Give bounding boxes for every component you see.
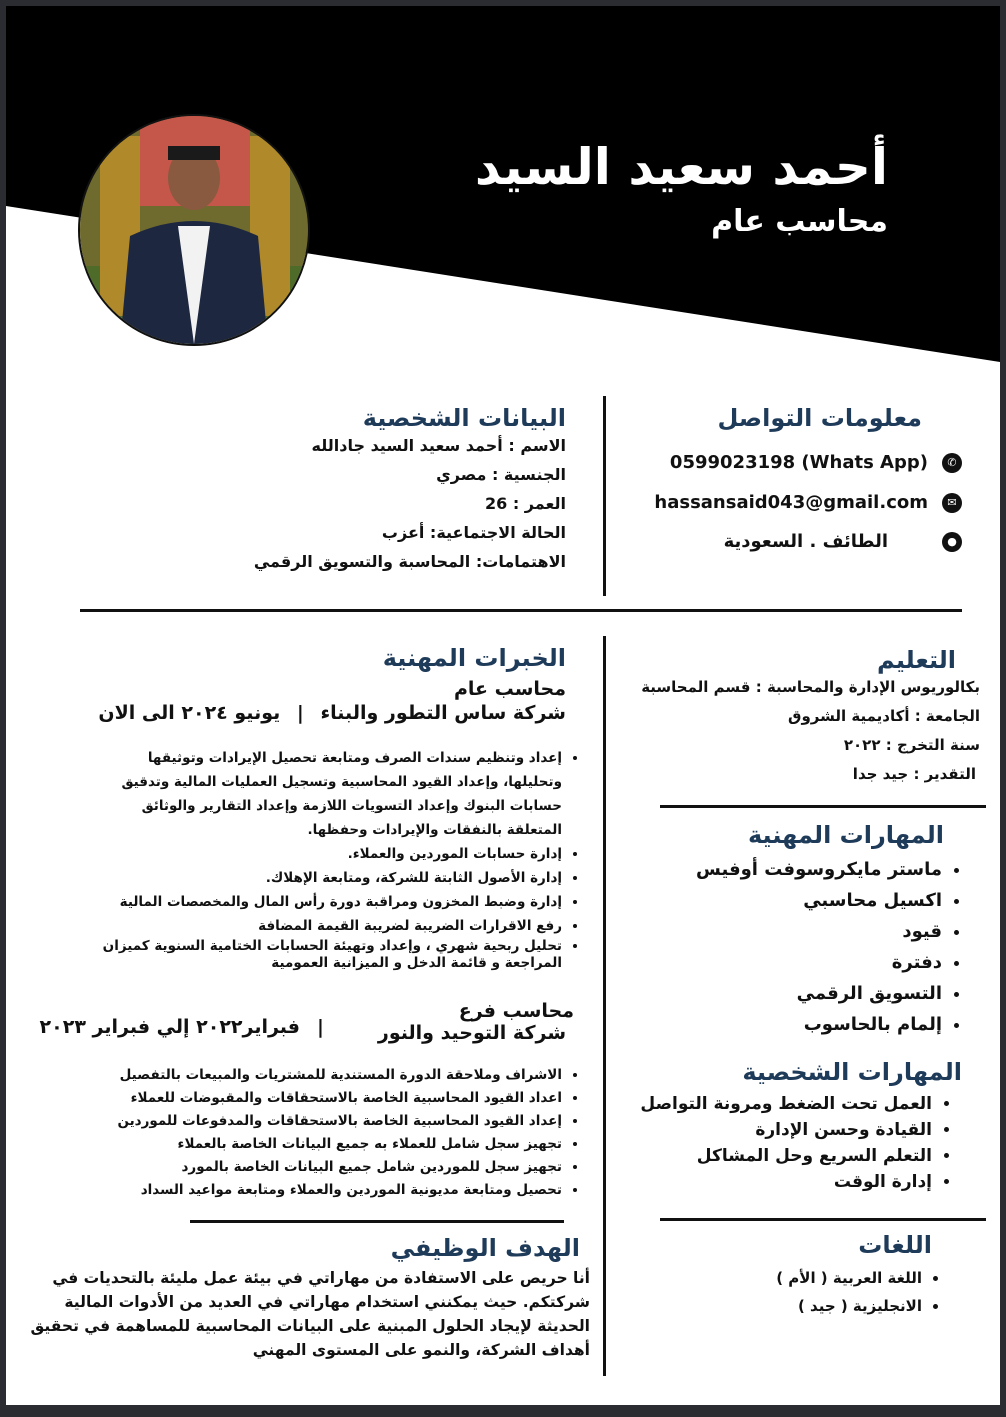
- job1-task-list: [96, 746, 580, 972]
- job1-separator: |: [296, 702, 304, 724]
- personal-age-line: العمر : 26: [484, 494, 566, 513]
- person-name: أحمد سعيد السيد: [474, 138, 888, 196]
- personal-heading: البيانات الشخصية: [362, 404, 566, 432]
- list-item: • العمل تحت الضغط ومرونة التواصل: [612, 1094, 932, 1120]
- job2-company: شركة التوحيد والنور: [377, 1022, 566, 1044]
- job1-period: يونيو ٢٠٢٤ الى الان: [98, 702, 281, 724]
- list-item: • الانجليزية ( جيد ): [702, 1297, 922, 1325]
- list-item: • تحصيل ومتابعة مديونية الموردين والعملاء ومتابعة مواعيد السداد: [82, 1179, 562, 1202]
- contact-email-row: [654, 492, 962, 513]
- personal-skills-list: [612, 1094, 950, 1198]
- list-item: • اعداد القيود المحاسبية الخاصة بالاستحقاقات والمقبوضات للعملاء: [82, 1087, 562, 1110]
- personal-status-line: الحالة الاجتماعية: أعزب: [381, 523, 566, 542]
- objective-text: أنا حريص على الاستفادة من مهاراتي في بيئة عمل مليئة بالتحديات في شركتكم. حيث يمكنني استخدام مهاراتي في العديد من الأدوات المالية الحديثة لإيجاد الحلول المبنية على البيانات المحاسبية للمساهمة في تحقيق أهداف الشركة، والنمو على المستوى المهني: [30, 1269, 590, 1359]
- education-graduation-year: سنة التخرج : ٢٠٢٢: [843, 736, 980, 754]
- contact-email[interactable]: hassansaid043@gmail.com: [654, 492, 928, 513]
- contact-location-row: [724, 531, 962, 552]
- contact-phone: 0599023198 (Whats App): [669, 452, 928, 473]
- list-item: • التعلم السريع وحل المشاكل: [612, 1146, 932, 1172]
- contact-phone-row: [670, 452, 962, 473]
- languages-list: [702, 1269, 940, 1325]
- list-item: • قيود: [642, 921, 942, 952]
- list-item: • التسويق الرقمي: [642, 983, 942, 1014]
- profile-photo: [78, 114, 310, 346]
- education-heading: التعليم: [877, 646, 956, 674]
- list-item: • تحليل ربحية شهري ، وإعداد وتهيئة الحسابات الختامية السنوية كميزان المراجعة و قائمة الدخل و الميزانية العمومية: [96, 938, 562, 972]
- job2-role: محاسب فرع: [458, 1000, 574, 1022]
- personal-name-line: الاسم : أحمد سعيد السيد جادالله: [311, 436, 566, 455]
- education-degree: بكالوريوس الإدارة والمحاسبة : قسم المحاسبة: [641, 678, 980, 696]
- contact-heading: معلومات التواصل: [717, 404, 922, 432]
- contact-location: الطائف . السعودية: [723, 531, 888, 552]
- professional-skills-list: [642, 859, 960, 1045]
- skills-divider: [660, 1218, 986, 1221]
- job2-period: فبراير٢٠٢٢ إلي فبراير ٢٠٢٣: [39, 1016, 300, 1038]
- mail-icon: ✉: [942, 493, 962, 513]
- resume-page: [6, 6, 1000, 1405]
- job2-separator: |: [317, 1016, 324, 1038]
- job1-company: شركة ساس التطور والبناء: [320, 702, 566, 724]
- experience-heading: الخبرات المهنية: [382, 644, 566, 672]
- list-item: • رفع الاقرارات الضريبة لضريبة القيمة المضافة: [96, 914, 562, 938]
- personal-nationality-line: الجنسية : مصري: [436, 465, 566, 484]
- personal-info-list: [206, 436, 566, 581]
- education-list: [595, 678, 980, 794]
- whatsapp-icon: ✆: [942, 453, 962, 473]
- list-item: • إدارة الوقت: [612, 1172, 932, 1198]
- list-item: • تجهيز سجل للموردين شامل جميع البيانات الخاصة بالمورد: [82, 1156, 562, 1179]
- job1-header: [86, 702, 566, 724]
- languages-heading: اللغات: [858, 1231, 932, 1259]
- job2-task-list: [82, 1064, 580, 1202]
- job1-role: محاسب عام: [453, 678, 566, 700]
- list-item: • تجهيز سجل شامل للعملاء به جميع البيانات الخاصة بالعملاء: [82, 1133, 562, 1156]
- list-item: • الاشراف وملاحقة الدورة المستندية للمشتريات والمبيعات بالتفصيل: [82, 1064, 562, 1087]
- education-university: الجامعة : أكاديمية الشروق: [788, 707, 980, 725]
- list-item: • اكسيل محاسبي: [642, 890, 942, 921]
- list-item: • إدارة الأصول الثابتة للشركة، ومتابعة الإهلاك.: [96, 866, 562, 890]
- top-column-divider: [603, 396, 606, 596]
- list-item: • اللغة العربية ( الأم ): [702, 1269, 922, 1297]
- personal-skills-heading: المهارات الشخصية: [742, 1058, 962, 1086]
- professional-skills-heading: المهارات المهنية: [747, 821, 944, 849]
- experience-divider: [190, 1220, 564, 1223]
- list-item: • إلمام بالحاسوب: [642, 1014, 942, 1045]
- list-item: • دفترة: [642, 952, 942, 983]
- objective-heading: الهدف الوظيفي: [390, 1234, 580, 1262]
- education-divider: [660, 805, 986, 808]
- education-grade: التقدير : جيد جدا: [852, 765, 976, 783]
- personal-interests-line: الاهتمامات: المحاسبة والتسويق الرقمي: [253, 552, 566, 571]
- list-item: • ماستر مايكروسوفت أوفيس: [642, 859, 942, 890]
- section-divider: [80, 609, 962, 612]
- person-job-title: محاسب عام: [711, 204, 888, 239]
- list-item: • إدارة وضبط المخزون ومراقبة دورة رأس المال والمخصصات المالية: [96, 890, 562, 914]
- location-icon: ●: [942, 532, 962, 552]
- list-item: • إعداد القيود المحاسبية الخاصة بالاستحقاقات والمدفوعات للموردين: [82, 1110, 562, 1133]
- list-item: • القيادة وحسن الإدارة: [612, 1120, 932, 1146]
- list-item: • إعداد وتنظيم سندات الصرف ومتابعة تحصيل الإيرادات وتوثيقها وتحليلها، وإعداد القيود المحاسبية وتسجيل العمليات المالية وتدقيق حسابات البنوك وإعداد التسويات اللازمة وإعداد التقارير والوثائق المتعلقة بالنفقات والإيرادات وحفظها.: [96, 746, 562, 842]
- list-item: • إدارة حسابات الموردين والعملاء.: [96, 842, 562, 866]
